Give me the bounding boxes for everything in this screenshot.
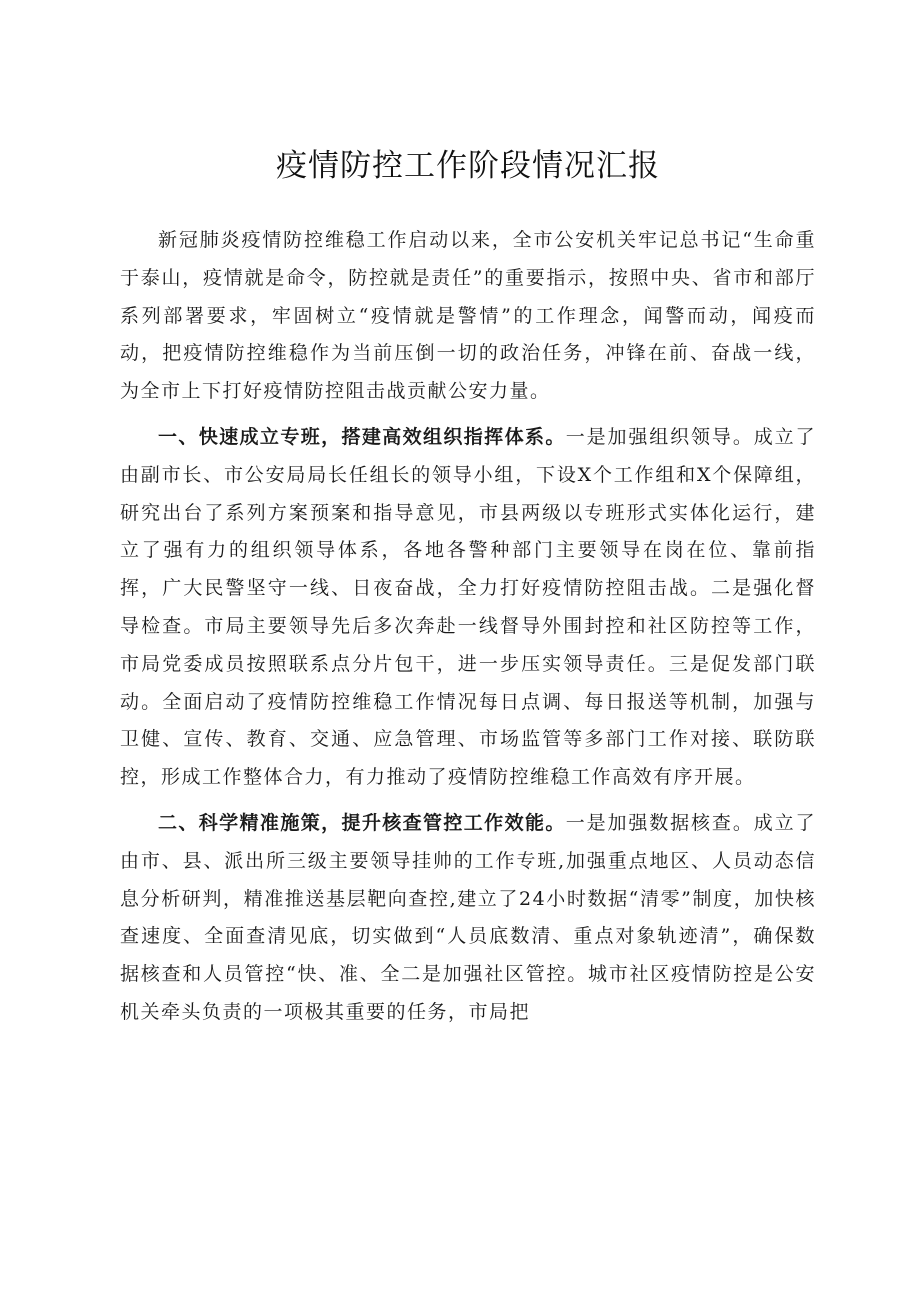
paragraph-intro — [120, 222, 816, 411]
paragraph-text: 新冠肺炎疫情防控维稳工作启动以来，全市公安机关牢记总书记“生命重于泰山，疫情就是命令，防控就是责任”的重要指示，按照中央、省市和部厅系列部署要求，牢固树立“疫情就是警情”的工作理念，闻警而动，闻疫而动，把疫情防控维稳作为当前压倒一切的政治任务，冲锋在前、奋战一线，为全市上下打好疫情防控阻击战贡献公安力量。 — [120, 229, 816, 403]
document-body — [120, 222, 816, 1032]
section-heading-two: 二、科学精准施策，提升核查管控工作效能。 — [158, 811, 566, 834]
paragraph-text: 一是加强数据核查。成立了由市、县、派出所三级主要领导挂帅的工作专班,加强重点地区、人员动态信息分析研判，精准推送基层靶向查控,建立了24小时数据“清零”制度，加快核查速度、全面查清见底，切实做到“人员底数清、重点对象轨迹清”，确保数据核查和人员管控“快、准、全二是加强社区管控。城市社区疫情防控是公安机关牵头负责的一项极其重要的任务，市局把 — [120, 811, 816, 1023]
section-heading-one: 一、快速成立专班，搭建高效组织指挥体系。 — [158, 425, 566, 448]
paragraph-section-two — [120, 805, 816, 1032]
paragraph-text: 一是加强组织领导。成立了由副市长、市公安局局长任组长的领导小组，下设X个工作组和X个保障组，研究出台了系列方案预案和指导意见，市县两级以专班形式实体化运行，建立了强有力的组织领导体系，各地各警种部门主要领导在岗在位、靠前指挥，广大民警坚守一线、日夜奋战，全力打好疫情防控阻击战。二是强化督导检查。市局主要领导先后多次奔赴一线督导外围封控和社区防控等工作，市局党委成员按照联系点分片包干，进一步压实领导责任。三是促发部门联动。全面启动了疫情防控维稳工作情况每日点调、每日报送等机制，加强与卫健、宣传、教育、交通、应急管理、市场监管等多部门工作对接、联防联控，形成工作整体合力，有力推动了疫情防控维稳工作高效有序开展。 — [120, 425, 816, 789]
document-title: 疫情防控工作阶段情况汇报 — [276, 148, 660, 184]
paragraph-section-one — [120, 419, 816, 797]
